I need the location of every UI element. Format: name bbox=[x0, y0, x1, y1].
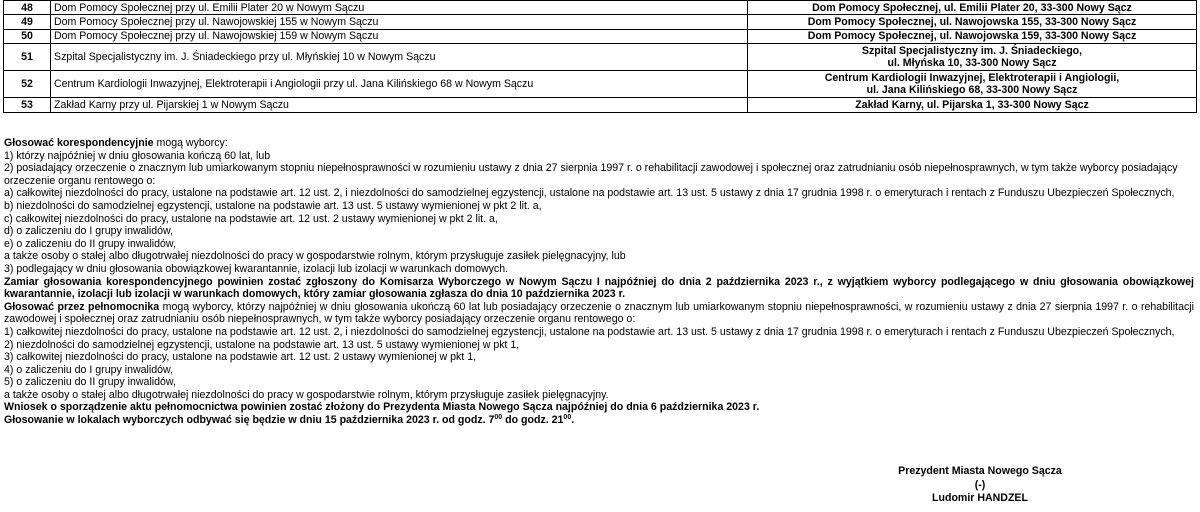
address-line: ul. Młyńska 10, 33-300 Nowy Sącz bbox=[887, 57, 1057, 70]
district-location: Dom Pomocy Społecznej przy ul. Nawojowskiej 159 w Nowym Sączu bbox=[51, 29, 748, 43]
district-number: 51 bbox=[4, 44, 51, 71]
table-row bbox=[4, 1, 1197, 15]
table-row bbox=[4, 71, 1197, 98]
proxy-item-5: 5) o zaliczeniu do II grupy inwalidów, bbox=[4, 376, 176, 389]
address-line: Szpital Specjalistyczny im. J. Śniadeckiego, bbox=[861, 44, 1083, 57]
correspondence-item-2d: d) o zaliczeniu do I grupy inwalidów, bbox=[4, 225, 174, 238]
proxy-deadline-notice: Wniosek o sporządzenie aktu pełnomocnictwa powinien zostać złożony do Prezydenta Miasta Nowego Sącza najpóźniej do dnia 6 października 2023 r. bbox=[4, 401, 760, 414]
proxy-item-4: 4) o zaliczeniu do I grupy inwalidów, bbox=[4, 363, 174, 376]
address-line: ul. Jana Kilińskiego 68, 33-300 Nowy Sącz bbox=[866, 84, 1078, 97]
address-line: Dom Pomocy Społecznej, ul. Nawojowska 155, 33-300 Nowy Sącz bbox=[807, 15, 1137, 28]
polling-station-address bbox=[748, 71, 1197, 98]
district-location: Szpital Specjalistyczny im. J. Śniadeckiego przy ul. Młyńskiej 10 w Nowym Sączu bbox=[51, 44, 748, 71]
table-row bbox=[4, 44, 1197, 71]
address-line: Centrum Kardiologii Inwazyjnej, Elektroterapii i Angiologii, bbox=[824, 71, 1120, 84]
correspondence-item-2c: c) całkowitej niezdolności do pracy, ustalone na podstawie art. 12 ust. 2 ustawy wymienionej w pkt 2 lit. a, bbox=[4, 212, 498, 225]
proxy-item-1: 1) całkowitej niezdolności do pracy, ustalone na podstawie art. 12 ust. 2, i niezdolności do samodzielnej egzystencji, ustalone na podstawie art. 13 ust. 5 ustawy z dnia 17 grudnia 1998 r. o emeryturach i rentach z Funduszu Ubezpieczeń Społecznych, bbox=[4, 325, 1175, 338]
table-row bbox=[4, 98, 1197, 112]
table-row bbox=[4, 15, 1197, 29]
correspondence-heading: Głosować korespondencyjnie mogą wyborcy: bbox=[4, 137, 228, 149]
polling-station-address bbox=[748, 44, 1197, 71]
proxy-item-6: a także osoby o stałej albo długotrwałej niezdolności do pracy w gospodarstwie rolnym, którym przysługuje zasiłek pielęgnacyjny. bbox=[4, 388, 609, 401]
correspondence-item-2a: a) całkowitej niezdolności do pracy, ustalone na podstawie art. 12 ust. 2, i niezdolności do samodzielnej egzystencji, ustalone na podstawie art. 13 ust. 5 ustawy z dnia 17 grudnia 1998 r. o emeryturach i rentach z Funduszu Ubezpieczeń Społecznych, bbox=[4, 187, 1175, 200]
correspondence-item-2: 2) posiadający orzeczenie o znacznym lub umiarkowanym stopniu niepełnosprawności w rozumieniu ustawy z dnia 27 sierpnia 1997 r. o rehabilitacji zawodowej i społecznej oraz zatrudnianiu osób niepełnosprawnych, w tym także wyborcy posiadający orzeczenie organu rentowego o: bbox=[4, 162, 1178, 187]
polling-station-address bbox=[748, 98, 1197, 112]
district-number: 48 bbox=[4, 1, 51, 15]
district-location: Centrum Kardiologii Inwazyjnej, Elektroterapii i Angiologii przy ul. Jana Kilińskiego 68 w Nowym Sączu bbox=[51, 71, 748, 98]
voting-hours: Głosowanie w lokalach wyborczych odbywać się będzie w dniu 15 października 2023 r. od godz. $7^{00}$ do godz. $21^{00}$. bbox=[4, 414, 575, 427]
district-location: Dom Pomocy Społecznej przy ul. Nawojowskiej 155 w Nowym Sączu bbox=[51, 15, 748, 29]
proxy-item-2: 2) niezdolności do samodzielnej egzystencji, ustalone na podstawie art. 13 ust. 5 ustawy wymienionej w pkt 1, bbox=[4, 338, 520, 351]
signature-mark: (-) bbox=[974, 478, 986, 491]
district-number: 50 bbox=[4, 29, 51, 43]
district-number: 53 bbox=[4, 98, 51, 112]
notice-text bbox=[4, 137, 1194, 427]
proxy-item-3: 3) całkowitej niezdolności do pracy, ustalone na podstawie art. 12 ust. 2 ustawy wymienionej w pkt 1, bbox=[4, 351, 477, 364]
proxy-heading: Głosować przez pełnomocnika mogą wyborcy, którzy najpóźniej w dniu głosowania ukończą 60 lat lub posiadający orzeczenie o znacznym lub umiarkowanym stopniu niepełnosprawności, w rozumieniu ustawy z dnia 27 sierpnia 1997 r. o rehabilitacji zawodowej i społecznej oraz zatrudnianiu osób niepełnosprawnych, w tym także wyborcy posiadający orzeczenie organu rentowego o: bbox=[4, 300, 1194, 326]
address-line: Dom Pomocy Społecznej, ul. Emilii Plater 20, 33-300 Nowy Sącz bbox=[812, 1, 1132, 14]
district-location: Zakład Karny przy ul. Pijarskiej 1 w Nowym Sączu bbox=[51, 98, 748, 112]
district-number: 49 bbox=[4, 15, 51, 29]
signature-title: Prezydent Miasta Nowego Sącza bbox=[898, 465, 1062, 477]
polling-station-address bbox=[748, 1, 1197, 15]
correspondence-deadline-notice: Zamiar głosowania korespondencyjnego powinien zostać zgłoszony do Komisarza Wyborczego w Nowym Sączu I najpóźniej do dnia 2 października 2023 r., z wyjątkiem wyborcy podlegającego w dniu głosowania obowiązkowej kwarantannie, izolacji lub izolacji w warunkach domowych, który zamiar głosowania zgłasza do dnia 10 października 2023 r. bbox=[4, 275, 1194, 301]
address-line: Dom Pomocy Społecznej, ul. Nawojowska 159, 33-300 Nowy Sącz bbox=[807, 30, 1137, 43]
polling-station-address bbox=[748, 29, 1197, 43]
correspondence-item-3: 3) podlegający w dniu głosowania obowiązkowej kwarantannie, izolacji lub izolacji w warunkach domowych. bbox=[4, 262, 509, 275]
address-line: Zakład Karny, ul. Pijarska 1, 33-300 Nowy Sącz bbox=[855, 98, 1089, 111]
signature-name: Ludomir HANDZEL bbox=[932, 492, 1028, 504]
correspondence-item-2b: b) niezdolności do samodzielnej egzystencji, ustalone na podstawie art. 13 ust. 5 ustawy wymienionej w pkt 2 lit. a, bbox=[4, 199, 542, 212]
correspondence-item-1: 1) którzy najpóźniej w dniu głosowania kończą 60 lat, lub bbox=[4, 149, 271, 162]
correspondence-item-2e: e) o zaliczeniu do II grupy inwalidów, bbox=[4, 237, 176, 250]
polling-stations-table bbox=[3, 0, 1197, 113]
correspondence-item-2f: a także osoby o stałej albo długotrwałej niezdolności do pracy w gospodarstwie rolnym, którym przysługuje zasiłek pielęgnacyjny, lub bbox=[4, 250, 626, 263]
district-location: Dom Pomocy Społecznej przy ul. Emilii Plater 20 w Nowym Sączu bbox=[51, 1, 748, 15]
polling-station-address bbox=[748, 15, 1197, 29]
district-number: 52 bbox=[4, 71, 51, 98]
table-row bbox=[4, 29, 1197, 43]
signature-block bbox=[880, 465, 1080, 506]
